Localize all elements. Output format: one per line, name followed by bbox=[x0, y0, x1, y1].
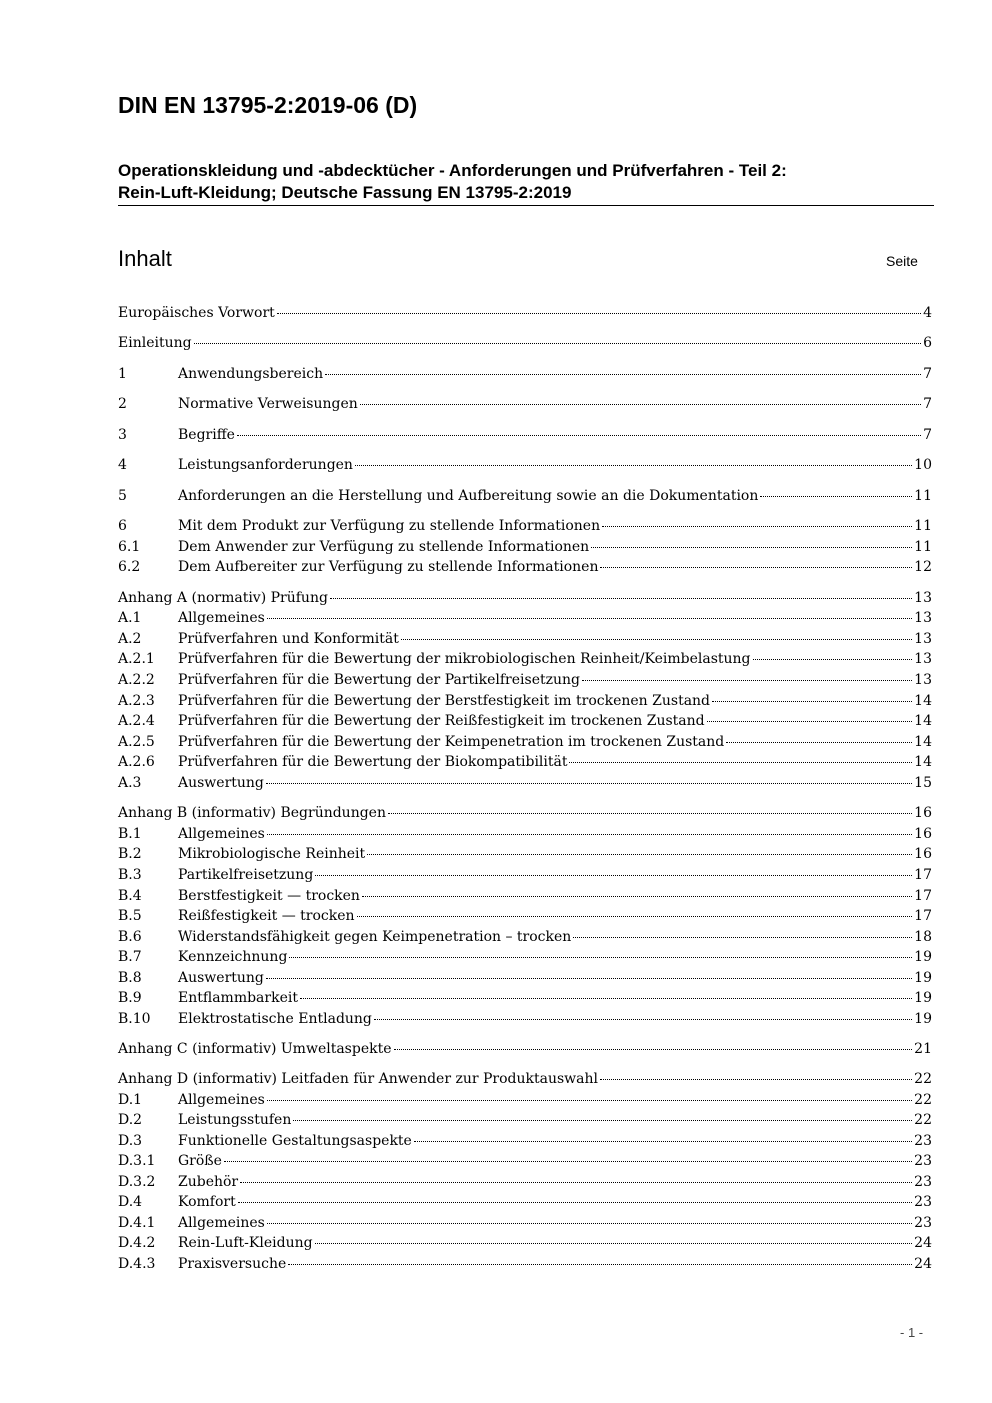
toc-dot-leader bbox=[760, 496, 912, 497]
toc-entry[interactable] bbox=[118, 948, 932, 967]
toc-dot-leader bbox=[240, 1182, 912, 1183]
toc-entry-number: 4 bbox=[118, 457, 127, 473]
toc-entry[interactable] bbox=[118, 692, 932, 711]
toc-entry-number: A.2.1 bbox=[118, 651, 155, 667]
toc-entry-title: Dem Aufbereiter zur Verfügung zu stellende Informationen bbox=[178, 559, 599, 575]
toc-entry-page: 7 bbox=[923, 366, 932, 382]
toc-entry[interactable] bbox=[118, 304, 932, 323]
toc-entry-number: B.1 bbox=[118, 826, 142, 842]
toc-entry-page: 11 bbox=[914, 539, 932, 555]
toc-entry-page: 19 bbox=[914, 990, 932, 1006]
toc-entry-number: D.3 bbox=[118, 1133, 143, 1149]
toc-entry[interactable] bbox=[118, 671, 932, 690]
toc-entry-page: 23 bbox=[914, 1174, 932, 1190]
toc-dot-leader bbox=[266, 783, 912, 784]
toc-entry-title: Partikelfreisetzung bbox=[178, 867, 314, 883]
toc-entry[interactable] bbox=[118, 1255, 932, 1274]
toc-entry[interactable] bbox=[118, 845, 932, 864]
document-subtitle bbox=[118, 160, 938, 204]
toc-entry-number: D.1 bbox=[118, 1092, 143, 1108]
toc-entry[interactable] bbox=[118, 1152, 932, 1171]
toc-entry-title: Prüfverfahren für die Bewertung der Keimpenetration im trockenen Zustand bbox=[178, 734, 725, 750]
toc-entry[interactable] bbox=[118, 538, 932, 557]
toc-entry[interactable] bbox=[118, 825, 932, 844]
toc-entry[interactable] bbox=[118, 650, 932, 669]
toc-entry-title: Leistungsstufen bbox=[178, 1112, 292, 1128]
toc-dot-leader bbox=[600, 1079, 912, 1080]
toc-entry-page: 13 bbox=[914, 610, 932, 626]
toc-entry-page: 17 bbox=[914, 867, 932, 883]
toc-entry[interactable] bbox=[118, 334, 932, 353]
toc-entry-page: 14 bbox=[914, 754, 932, 770]
toc-entry-page: 22 bbox=[914, 1071, 932, 1087]
toc-entry-title: Prüfverfahren für die Bewertung der Reißfestigkeit im trockenen Zustand bbox=[178, 713, 705, 729]
toc-entry-title: Anhang B (informativ) Begründungen bbox=[118, 805, 386, 821]
toc-entry[interactable] bbox=[118, 395, 932, 414]
toc-dot-leader bbox=[602, 526, 912, 527]
toc-entry-title: Auswertung bbox=[178, 970, 264, 986]
toc-entry-page: 12 bbox=[914, 559, 932, 575]
toc-entry-title: Prüfverfahren für die Bewertung der Berstfestigkeit im trockenen Zustand bbox=[178, 693, 711, 709]
toc-entry-title: Prüfverfahren und Konformität bbox=[178, 631, 399, 647]
toc-entry-title: Anwendungsbereich bbox=[178, 366, 324, 382]
toc-entry-page: 10 bbox=[914, 457, 932, 473]
toc-entry-number: D.3.2 bbox=[118, 1174, 156, 1190]
toc-entry[interactable] bbox=[118, 1173, 932, 1192]
toc-dot-leader bbox=[237, 435, 921, 436]
toc-entry-title: Praxisversuche bbox=[178, 1256, 287, 1272]
toc-entry-title: Prüfverfahren für die Bewertung der Biokompatibilität bbox=[178, 754, 568, 770]
toc-entry-title: Anhang C (informativ) Umweltaspekte bbox=[118, 1041, 392, 1057]
toc-entry-page: 18 bbox=[914, 929, 932, 945]
toc-entry-page: 11 bbox=[914, 488, 932, 504]
subtitle-line: Operationskleidung und -abdecktücher - Anforderungen und Prüfverfahren - Teil 2: bbox=[118, 161, 787, 180]
toc-entry-number: 1 bbox=[118, 366, 127, 382]
toc-entry-title: Einleitung bbox=[118, 335, 192, 351]
toc-entry-page: 19 bbox=[914, 970, 932, 986]
toc-entry[interactable] bbox=[118, 1214, 932, 1233]
toc-dot-leader bbox=[360, 404, 921, 405]
toc-dot-leader bbox=[367, 854, 912, 855]
toc-entry-number: A.2.2 bbox=[118, 672, 155, 688]
toc-entry-page: 4 bbox=[923, 305, 932, 321]
toc-entry[interactable] bbox=[118, 887, 932, 906]
toc-dot-leader bbox=[573, 937, 912, 938]
toc-entry-title: Entflammbarkeit bbox=[178, 990, 298, 1006]
toc-entry-page: 13 bbox=[914, 590, 932, 606]
toc-entry-number: 5 bbox=[118, 488, 127, 504]
toc-dot-leader bbox=[315, 875, 912, 876]
toc-entry-number: B.9 bbox=[118, 990, 142, 1006]
toc-entry-number: 3 bbox=[118, 427, 127, 443]
toc-entry-number: B.5 bbox=[118, 908, 142, 924]
toc-entry-title: Rein-Luft-Kleidung bbox=[178, 1235, 313, 1251]
toc-entry-page: 17 bbox=[914, 908, 932, 924]
header-divider bbox=[118, 205, 934, 206]
toc-entry-title: Widerstandsfähigkeit gegen Keimpenetration – trocken bbox=[178, 929, 572, 945]
toc-dot-leader bbox=[266, 978, 912, 979]
document-id: DIN EN 13795-2:2019-06 (D) bbox=[118, 92, 418, 118]
toc-entry-title: Anforderungen an die Herstellung und Aufbereitung sowie an die Dokumentation bbox=[178, 488, 759, 504]
toc-entry[interactable] bbox=[118, 589, 932, 608]
toc-dot-leader bbox=[315, 1243, 913, 1244]
toc-entry-title: Elektrostatische Entladung bbox=[178, 1011, 372, 1027]
toc-entry[interactable] bbox=[118, 1070, 932, 1089]
toc-entry-number: D.3.1 bbox=[118, 1153, 156, 1169]
toc-entry-title: Europäisches Vorwort bbox=[118, 305, 275, 321]
toc-entry[interactable] bbox=[118, 365, 932, 384]
toc-entry[interactable] bbox=[118, 866, 932, 885]
toc-dot-leader bbox=[224, 1161, 912, 1162]
toc-entry[interactable] bbox=[118, 733, 932, 752]
toc-entry-number: 2 bbox=[118, 396, 127, 412]
toc-entry-page: 23 bbox=[914, 1215, 932, 1231]
toc-entry[interactable] bbox=[118, 1091, 932, 1110]
toc-entry-title: Größe bbox=[178, 1153, 222, 1169]
toc-entry-page: 6 bbox=[923, 335, 932, 351]
toc-entry-number: A.2.3 bbox=[118, 693, 155, 709]
toc-dot-leader bbox=[394, 1049, 913, 1050]
toc-entry-page: 22 bbox=[914, 1112, 932, 1128]
toc-entry-number: A.3 bbox=[118, 775, 142, 791]
toc-entry[interactable] bbox=[118, 907, 932, 926]
toc-dot-leader bbox=[288, 1264, 912, 1265]
toc-entry-page: 13 bbox=[914, 631, 932, 647]
toc-dot-leader bbox=[388, 813, 912, 814]
toc-entry-number: A.1 bbox=[118, 610, 142, 626]
subtitle-line: Rein-Luft-Kleidung; Deutsche Fassung EN 13795-2:2019 bbox=[118, 183, 572, 202]
toc-entry-page: 14 bbox=[914, 693, 932, 709]
toc-entry[interactable] bbox=[118, 1010, 932, 1029]
toc-entry-page: 11 bbox=[914, 518, 932, 534]
toc-dot-leader bbox=[707, 721, 913, 722]
toc-entry-page: 23 bbox=[914, 1194, 932, 1210]
toc-entry-title: Komfort bbox=[178, 1194, 236, 1210]
toc-entry[interactable] bbox=[118, 804, 932, 823]
toc-entry-title: Dem Anwender zur Verfügung zu stellende Informationen bbox=[178, 539, 590, 555]
toc-entry-page: 14 bbox=[914, 713, 932, 729]
toc-entry-page: 15 bbox=[914, 775, 932, 791]
toc-entry-page: 7 bbox=[923, 427, 932, 443]
toc-entry-title: Begriffe bbox=[178, 427, 235, 443]
toc-dot-leader bbox=[401, 639, 912, 640]
toc-dot-leader bbox=[362, 896, 912, 897]
toc-entry-number: B.10 bbox=[118, 1011, 151, 1027]
toc-entry-title: Funktionelle Gestaltungsaspekte bbox=[178, 1133, 412, 1149]
toc-entry-number: D.2 bbox=[118, 1112, 143, 1128]
toc-entry-title: Auswertung bbox=[178, 775, 264, 791]
toc-entry-number: B.8 bbox=[118, 970, 142, 986]
toc-entry-title: Allgemeines bbox=[178, 1215, 265, 1231]
toc-dot-leader bbox=[194, 343, 922, 344]
toc-entry[interactable] bbox=[118, 928, 932, 947]
toc-entry-number: 6 bbox=[118, 518, 127, 534]
toc-entry-number: B.2 bbox=[118, 846, 142, 862]
toc-entry[interactable] bbox=[118, 487, 932, 506]
toc-entry-page: 7 bbox=[923, 396, 932, 412]
toc-entry-page: 16 bbox=[914, 805, 932, 821]
toc-entry[interactable] bbox=[118, 1111, 932, 1130]
toc-entry-number: D.4.3 bbox=[118, 1256, 156, 1272]
toc-entry-page: 17 bbox=[914, 888, 932, 904]
toc-dot-leader bbox=[300, 998, 912, 999]
toc-entry[interactable] bbox=[118, 558, 932, 577]
toc-dot-leader bbox=[325, 374, 921, 375]
toc-entry-title: Prüfverfahren für die Bewertung der mikrobiologischen Reinheit/Keimbelastung bbox=[178, 651, 751, 667]
toc-dot-leader bbox=[293, 1120, 912, 1121]
toc-heading: Inhalt bbox=[118, 246, 172, 271]
toc-entry[interactable] bbox=[118, 969, 932, 988]
toc-entry[interactable] bbox=[118, 1193, 932, 1212]
toc-entry-title: Prüfverfahren für die Bewertung der Partikelfreisetzung bbox=[178, 672, 580, 688]
toc-entry-number: 6.2 bbox=[118, 559, 141, 575]
toc-dot-leader bbox=[569, 762, 912, 763]
toc-entry[interactable] bbox=[118, 1040, 932, 1059]
toc-entry[interactable] bbox=[118, 517, 932, 536]
toc-entry-page: 22 bbox=[914, 1092, 932, 1108]
toc-entry-number: B.6 bbox=[118, 929, 142, 945]
toc-entry-title: Mit dem Produkt zur Verfügung zu stellende Informationen bbox=[178, 518, 601, 534]
toc-dot-leader bbox=[582, 680, 912, 681]
toc-entry-number: D.4 bbox=[118, 1194, 143, 1210]
toc-dot-leader bbox=[726, 742, 912, 743]
toc-entry-title: Berstfestigkeit — trocken bbox=[178, 888, 360, 904]
toc-dot-leader bbox=[374, 1019, 912, 1020]
toc-entry[interactable] bbox=[118, 426, 932, 445]
toc-entry[interactable] bbox=[118, 456, 932, 475]
toc-entry-page: 13 bbox=[914, 672, 932, 688]
toc-entry-number: A.2.6 bbox=[118, 754, 155, 770]
toc-entry-number: B.7 bbox=[118, 949, 142, 965]
toc-entry[interactable] bbox=[118, 753, 932, 772]
toc-entry-number: A.2.5 bbox=[118, 734, 155, 750]
toc-entry-title: Mikrobiologische Reinheit bbox=[178, 846, 366, 862]
toc-entry-number: B.3 bbox=[118, 867, 142, 883]
toc-entry-number: 6.1 bbox=[118, 539, 141, 555]
toc-entry-title: Leistungsanforderungen bbox=[178, 457, 353, 473]
toc-dot-leader bbox=[289, 957, 912, 958]
toc-dot-leader bbox=[355, 465, 912, 466]
toc-entry-page: 23 bbox=[914, 1153, 932, 1169]
toc-entry[interactable] bbox=[118, 774, 932, 793]
page-number: - 1 - bbox=[900, 1325, 924, 1340]
toc-entry-page: 23 bbox=[914, 1133, 932, 1149]
toc-entry-number: A.2 bbox=[118, 631, 142, 647]
toc-dot-leader bbox=[277, 313, 921, 314]
toc-dot-leader bbox=[330, 598, 912, 599]
toc-entry-page: 19 bbox=[914, 949, 932, 965]
toc-dot-leader bbox=[712, 701, 912, 702]
toc-dot-leader bbox=[267, 618, 912, 619]
toc-entry-page: 16 bbox=[914, 826, 932, 842]
toc-entry-title: Reißfestigkeit — trocken bbox=[178, 908, 355, 924]
toc-entry-title: Allgemeines bbox=[178, 1092, 265, 1108]
toc-entry-number: A.2.4 bbox=[118, 713, 155, 729]
toc-dot-leader bbox=[238, 1202, 912, 1203]
toc-dot-leader bbox=[600, 567, 912, 568]
toc-entry-page: 24 bbox=[914, 1256, 932, 1272]
toc-dot-leader bbox=[267, 1100, 912, 1101]
toc-entry-title: Normative Verweisungen bbox=[178, 396, 358, 412]
toc-entry-page: 13 bbox=[914, 651, 932, 667]
toc-entry-title: Kennzeichnung bbox=[178, 949, 288, 965]
toc-entry[interactable] bbox=[118, 712, 932, 731]
toc-entry-title: Allgemeines bbox=[178, 610, 265, 626]
toc-dot-leader bbox=[753, 659, 913, 660]
toc-dot-leader bbox=[591, 547, 912, 548]
toc-entry-number: D.4.2 bbox=[118, 1235, 156, 1251]
toc-entry[interactable] bbox=[118, 1132, 932, 1151]
toc-entry-title: Anhang D (informativ) Leitfaden für Anwender zur Produktauswahl bbox=[118, 1071, 599, 1087]
toc-entry-page: 21 bbox=[914, 1041, 932, 1057]
toc-entry-title: Zubehör bbox=[178, 1174, 239, 1190]
toc-entry[interactable] bbox=[118, 1234, 932, 1253]
page-column-label: Seite bbox=[886, 253, 918, 269]
toc-entry[interactable] bbox=[118, 630, 932, 649]
toc-dot-leader bbox=[267, 1223, 912, 1224]
toc-dot-leader bbox=[267, 834, 912, 835]
toc-entry[interactable] bbox=[118, 609, 932, 628]
toc-entry-number: B.4 bbox=[118, 888, 142, 904]
toc-entry-page: 24 bbox=[914, 1235, 932, 1251]
toc-entry-number: D.4.1 bbox=[118, 1215, 156, 1231]
toc-entry-title: Allgemeines bbox=[178, 826, 265, 842]
toc-dot-leader bbox=[414, 1141, 912, 1142]
toc-entry-page: 14 bbox=[914, 734, 932, 750]
toc-dot-leader bbox=[357, 916, 913, 917]
toc-entry-page: 16 bbox=[914, 846, 932, 862]
toc-entry-title: Anhang A (normativ) Prüfung bbox=[118, 590, 328, 606]
toc-entry[interactable] bbox=[118, 989, 932, 1008]
toc-entry-page: 19 bbox=[914, 1011, 932, 1027]
